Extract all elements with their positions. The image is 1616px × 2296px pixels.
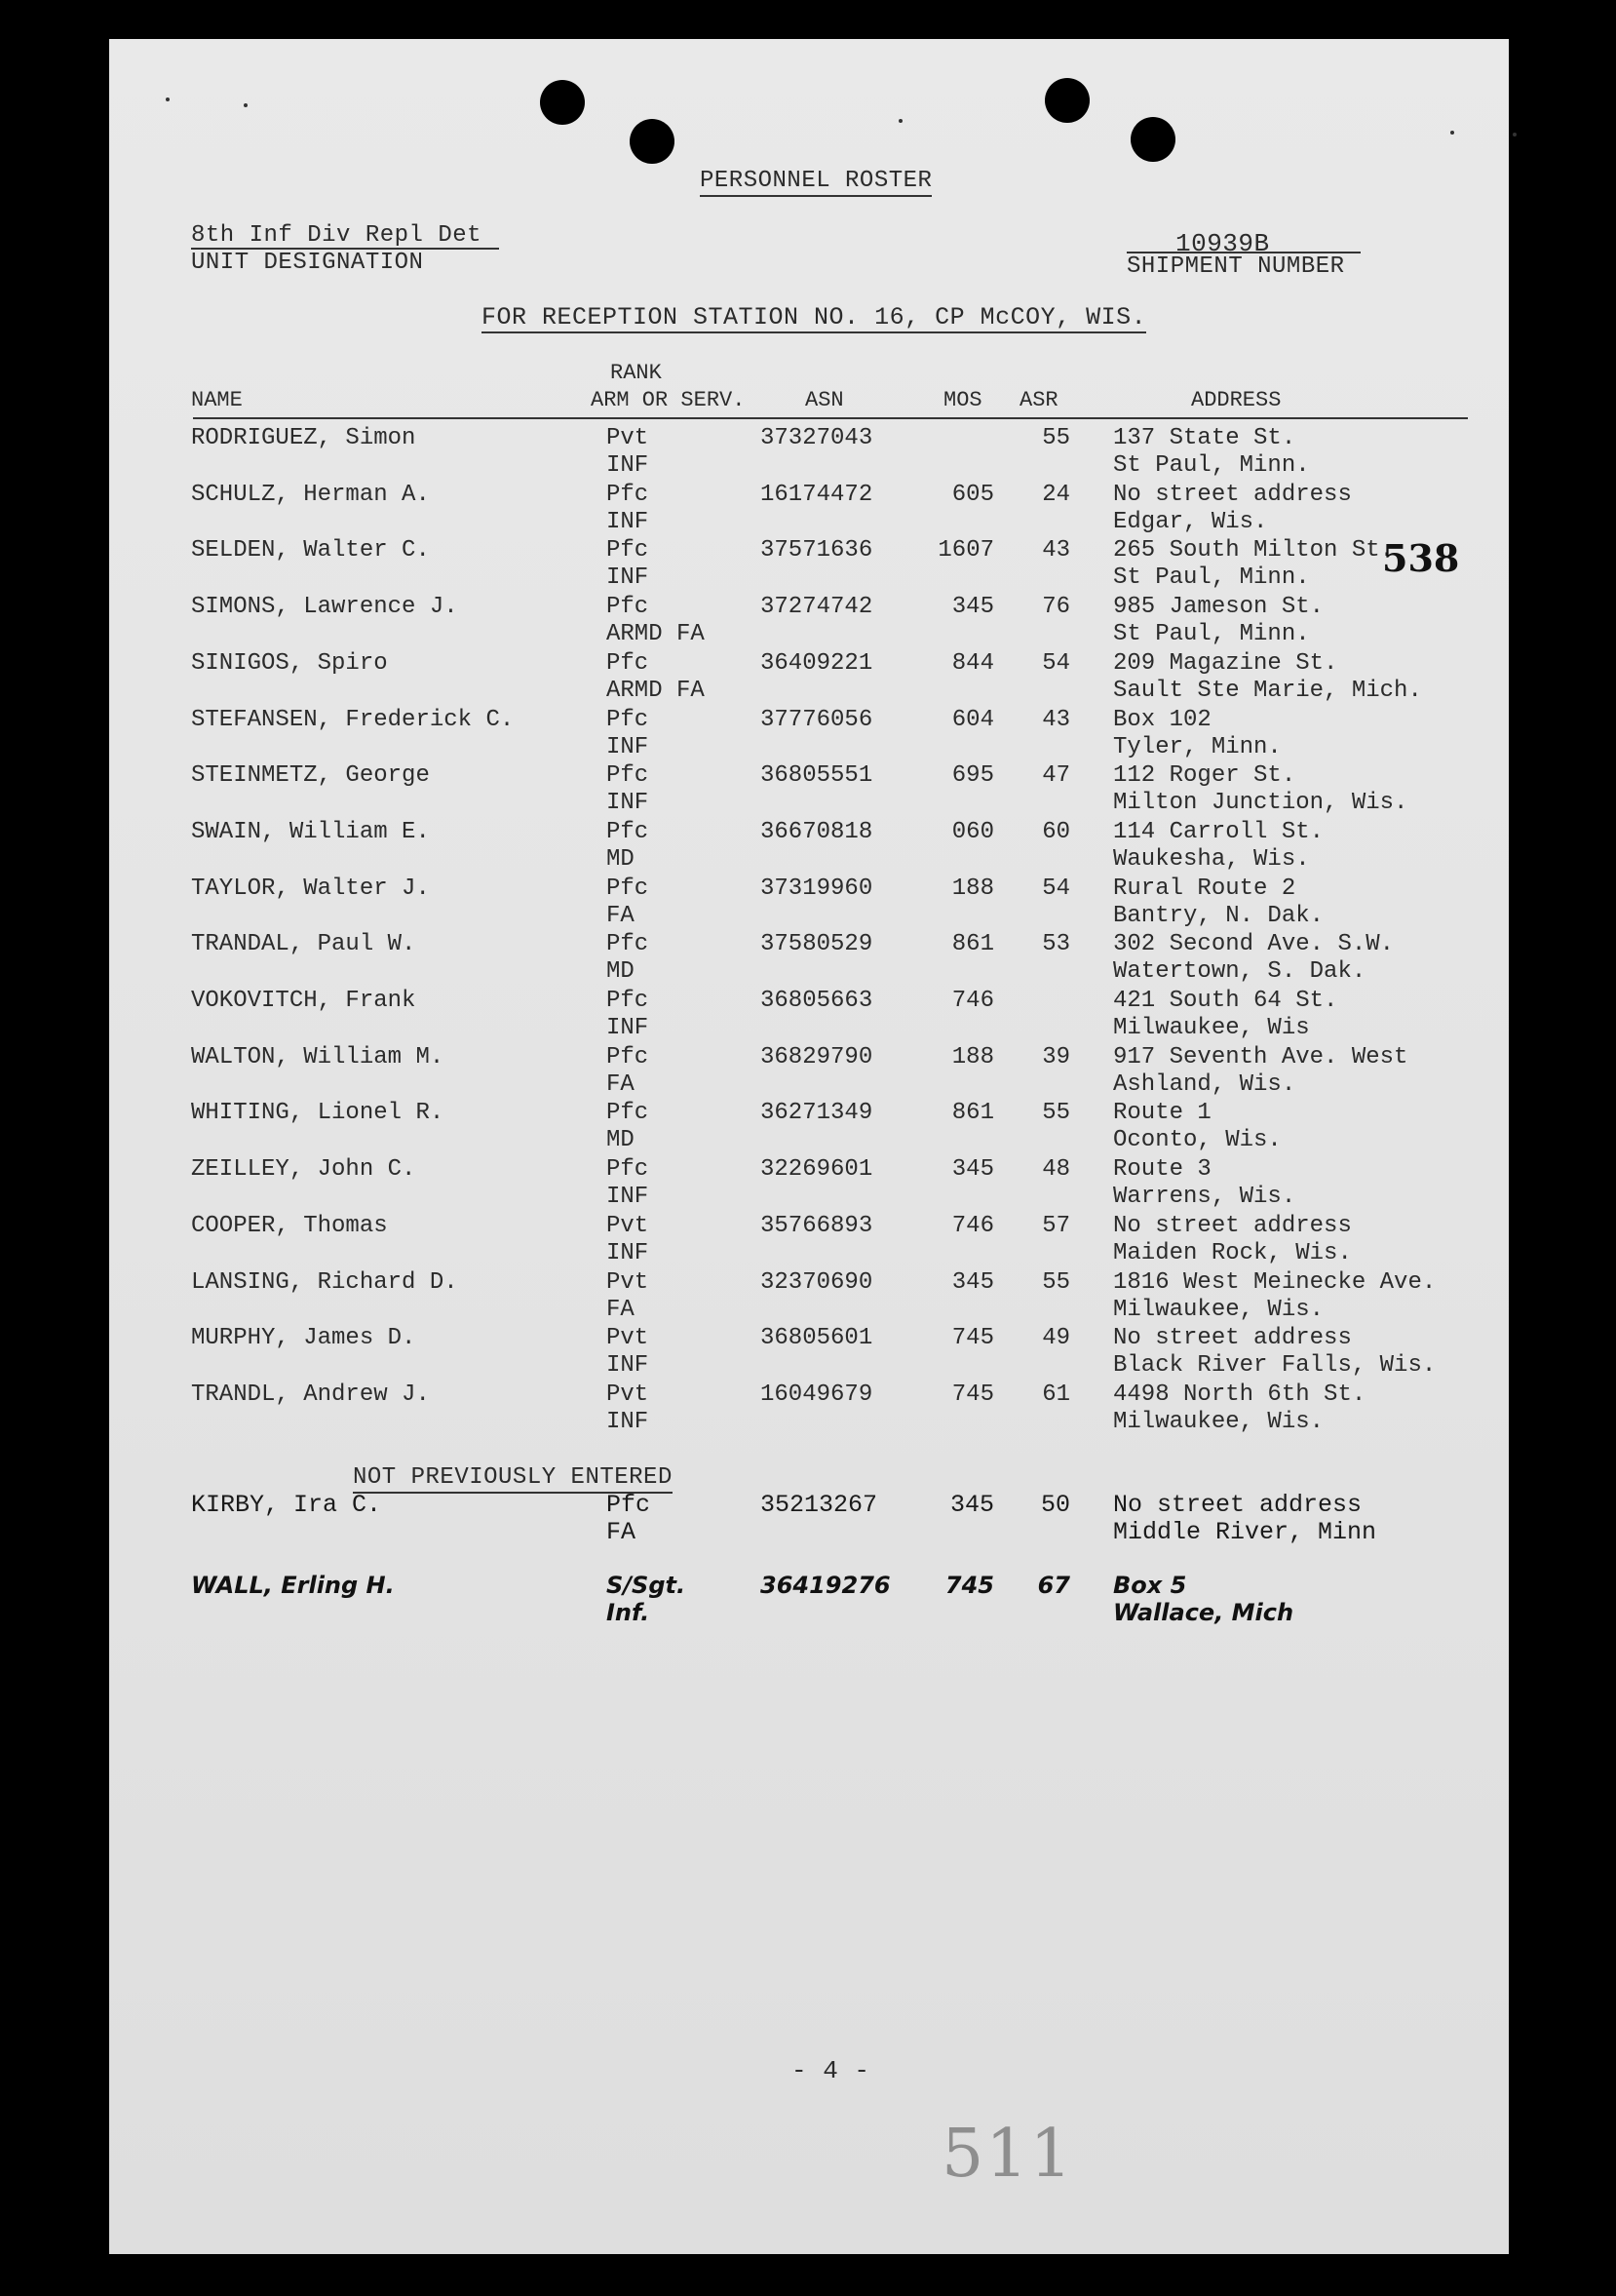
rank: Pfc [606,707,649,733]
asr: 48 [1042,1156,1070,1183]
table-row [0,425,1616,482]
person-name: TRANDL, Andrew J. [191,1381,430,1408]
rank: Pfc [606,594,649,620]
asn: 37327043 [760,425,873,451]
asr: 39 [1042,1044,1070,1070]
address-line-1: Box 102 [1113,707,1212,733]
address-line-2: St Paul, Minn. [1113,452,1310,479]
table-row [0,1156,1616,1213]
table-row [0,1100,1616,1156]
rank: Pfc [606,650,649,677]
arm-or-service: INF [606,1409,649,1435]
person-name: RODRIGUEZ, Simon [191,425,416,451]
address-line-2: St Paul, Minn. [1113,621,1310,647]
asn: 36829790 [760,1044,873,1070]
table-row [0,762,1616,819]
person-name: WALTON, William M. [191,1044,444,1070]
punch-hole [1045,78,1090,123]
asn: 36409221 [760,650,873,677]
address-line-2: Tyler, Minn. [1113,734,1282,760]
station-heading: FOR RECEPTION STATION NO. 16, CP McCOY, WIS. [481,303,1147,331]
address-line-2: Maiden Rock, Wis. [1113,1240,1352,1266]
asn: 36805601 [760,1325,873,1351]
address-line-2: St Paul, Minn. [1113,564,1310,591]
rank: Pfc [606,819,649,845]
asn: 36419276 [760,1572,891,1599]
arm-or-service: ARMD FA [606,621,705,647]
rank: S/Sgt. [606,1572,686,1599]
person-name: SIMONS, Lawrence J. [191,594,458,620]
mos: 188 [951,876,994,902]
asn: 37274742 [760,594,873,620]
address-line-2: Milwaukee, Wis [1113,1015,1310,1041]
person-name: STEFANSEN, Frederick C. [191,707,515,733]
arm-or-service: INF [606,509,649,535]
asr: 54 [1042,876,1070,902]
punch-hole [630,119,674,164]
mos: 605 [951,482,994,508]
asr: 54 [1042,650,1070,677]
speck [244,103,248,107]
address-line-1: No street address [1113,1491,1363,1519]
address-line-2: Bantry, N. Dak. [1113,903,1325,929]
punch-hole [540,80,585,125]
address-line-1: 114 Carroll St. [1113,819,1325,845]
mos: 345 [951,1269,994,1296]
punch-hole [1131,117,1175,162]
rank: Pvt [606,1213,649,1239]
header-asr: ASR [1020,388,1058,412]
table-row [0,650,1616,707]
asr: 47 [1042,762,1070,789]
asr: 57 [1042,1213,1070,1239]
address-line-1: Route 3 [1113,1156,1212,1183]
address-line-2: Edgar, Wis. [1113,509,1268,535]
pencil-annotation: 511 [942,2116,1074,2193]
rank: Pfc [606,1491,651,1519]
header-arm: ARM OR SERV. [591,388,746,412]
address-line-2: Ashland, Wis. [1113,1071,1296,1098]
arm-or-service: INF [606,452,649,479]
page-title: PERSONNEL ROSTER [700,168,932,197]
address-line-1: Rural Route 2 [1113,876,1296,902]
header-rank: RANK [610,361,662,385]
asn: 35213267 [760,1491,878,1519]
person-name: TAYLOR, Walter J. [191,876,430,902]
mos: 1607 [938,537,994,564]
speck [1513,133,1517,136]
mos: 746 [951,988,994,1014]
arm-or-service: INF [606,1240,649,1266]
header-name: NAME [191,388,243,412]
mos: 188 [951,1044,994,1070]
rank: Pvt [606,1325,649,1351]
arm-or-service: INF [606,1352,649,1379]
address-line-1: 112 Roger St. [1113,762,1296,789]
table-row [0,1572,1616,1628]
arm-or-service: ARMD FA [606,678,705,704]
unit-label: UNIT DESIGNATION [191,248,499,277]
rank: Pfc [606,931,649,957]
asr: 53 [1042,931,1070,957]
asr: 67 [1037,1572,1070,1599]
person-name: STEINMETZ, George [191,762,430,789]
arm-or-service: FA [606,1071,635,1098]
speck [166,97,170,101]
mos: 345 [951,594,994,620]
address-line-2: Black River Falls, Wis. [1113,1352,1437,1379]
address-line-2: Warrens, Wis. [1113,1184,1296,1210]
speck [899,119,903,123]
address-line-2: Milwaukee, Wis. [1113,1297,1325,1323]
address-line-1: 1816 West Meinecke Ave. [1113,1269,1437,1296]
arm-or-service: INF [606,790,649,816]
asn: 35766893 [760,1213,873,1239]
address-line-1: No street address [1113,1325,1352,1351]
rank: Pfc [606,1100,649,1126]
person-name: WHITING, Lionel R. [191,1100,444,1126]
shipment-number-value: 10939B [1175,229,1270,258]
header-asn: ASN [805,388,844,412]
table-row [0,1325,1616,1381]
asn: 16049679 [760,1381,873,1408]
asr: 55 [1042,1269,1070,1296]
mos: 861 [951,1100,994,1126]
speck [1450,131,1454,135]
arm-or-service: MD [606,958,635,985]
rank: Pfc [606,1156,649,1183]
asn: 37776056 [760,707,873,733]
header-rule [193,417,1468,419]
person-name: SCHULZ, Herman A. [191,482,430,508]
rank: Pfc [606,762,649,789]
asr: 60 [1042,819,1070,845]
person-name: VOKOVITCH, Frank [191,988,416,1014]
table-row [0,482,1616,538]
address-line-1: 421 South 64 St. [1113,988,1338,1014]
rank: Pfc [606,1044,649,1070]
rank: Pfc [606,876,649,902]
table-row [0,1044,1616,1101]
address-line-1: 302 Second Ave. S.W. [1113,931,1395,957]
person-name: SWAIN, William E. [191,819,430,845]
asn: 32269601 [760,1156,873,1183]
header-address: ADDRESS [1191,388,1282,412]
arm-or-service: FA [606,903,635,929]
page-number: - 4 - [791,2056,870,2085]
arm-or-service: INF [606,1184,649,1210]
rank: Pvt [606,1381,649,1408]
asn: 32370690 [760,1269,873,1296]
address-line-1: 137 State St. [1113,425,1296,451]
arm-or-service: Inf. [606,1599,650,1626]
mos: 745 [944,1572,994,1599]
asr: 43 [1042,537,1070,564]
asn: 36805663 [760,988,873,1014]
person-name: SELDEN, Walter C. [191,537,430,564]
address-line-1: 917 Seventh Ave. West [1113,1044,1408,1070]
mos: 861 [951,931,994,957]
person-name: TRANDAL, Paul W. [191,931,416,957]
asr: 55 [1042,1100,1070,1126]
asn: 36271349 [760,1100,873,1126]
table-row [0,707,1616,763]
asn: 37580529 [760,931,873,957]
table-row [0,988,1616,1044]
address-line-1: 985 Jameson St. [1113,594,1325,620]
person-name: ZEILLEY, John C. [191,1156,416,1183]
asr: 61 [1042,1381,1070,1408]
table-row [0,876,1616,932]
address-line-2: Milton Junction, Wis. [1113,790,1408,816]
table-row [0,1381,1616,1438]
arm-or-service: FA [606,1518,636,1546]
mos: 345 [951,1156,994,1183]
shipment-number-label: SHIPMENT NUMBER [1127,252,1361,281]
not-previously-entered-heading: NOT PREVIOUSLY ENTERED [353,1464,673,1494]
table-row [0,931,1616,988]
mos: 695 [951,762,994,789]
mos: 746 [951,1213,994,1239]
stamp-number: 538 [1382,536,1460,580]
person-name: COOPER, Thomas [191,1213,388,1239]
address-line-2: Waukesha, Wis. [1113,846,1310,873]
rank: Pvt [606,1269,649,1296]
rank: Pfc [606,537,649,564]
asn: 36805551 [760,762,873,789]
asr: 49 [1042,1325,1070,1351]
table-row [0,819,1616,876]
asr: 76 [1042,594,1070,620]
address-line-2: Middle River, Minn [1113,1518,1377,1546]
mos: 745 [951,1381,994,1408]
address-line-1: 209 Magazine St. [1113,650,1338,677]
address-line-1: No street address [1113,482,1352,508]
address-line-1: Route 1 [1113,1100,1212,1126]
asr: 43 [1042,707,1070,733]
table-row [0,1492,1616,1548]
address-line-2: Oconto, Wis. [1113,1127,1282,1153]
table-row [0,1269,1616,1326]
person-name: KIRBY, Ira C. [191,1491,382,1519]
asr: 50 [1040,1491,1070,1519]
asn: 37319960 [760,876,873,902]
rank: Pfc [606,482,649,508]
mos: 604 [951,707,994,733]
mos: 745 [951,1325,994,1351]
mos: 060 [951,819,994,845]
address-line-1: 4498 North 6th St. [1113,1381,1366,1408]
address-line-1: Box 5 [1113,1572,1187,1599]
address-line-1: No street address [1113,1213,1352,1239]
person-name: WALL, Erling H. [191,1572,395,1599]
address-line-1: 265 South Milton St. [1113,537,1395,564]
person-name: LANSING, Richard D. [191,1269,458,1296]
arm-or-service: INF [606,734,649,760]
mos: 345 [949,1491,994,1519]
person-name: MURPHY, James D. [191,1325,416,1351]
unit-value: 8th Inf Div Repl Det [191,222,482,249]
mos: 844 [951,650,994,677]
arm-or-service: FA [606,1297,635,1323]
address-line-2: Sault Ste Marie, Mich. [1113,678,1422,704]
rank: Pfc [606,988,649,1014]
asn: 36670818 [760,819,873,845]
person-name: SINIGOS, Spiro [191,650,388,677]
address-line-2: Watertown, S. Dak. [1113,958,1366,985]
asn: 16174472 [760,482,873,508]
table-row [0,1213,1616,1269]
table-row [0,594,1616,650]
header-mos: MOS [943,388,982,412]
address-line-2: Milwaukee, Wis. [1113,1409,1325,1435]
asr: 55 [1042,425,1070,451]
arm-or-service: MD [606,1127,635,1153]
table-row [0,537,1616,594]
asr: 24 [1042,482,1070,508]
arm-or-service: INF [606,1015,649,1041]
address-line-2: Wallace, Mich [1113,1599,1294,1626]
arm-or-service: INF [606,564,649,591]
arm-or-service: MD [606,846,635,873]
rank: Pvt [606,425,649,451]
asn: 37571636 [760,537,873,564]
